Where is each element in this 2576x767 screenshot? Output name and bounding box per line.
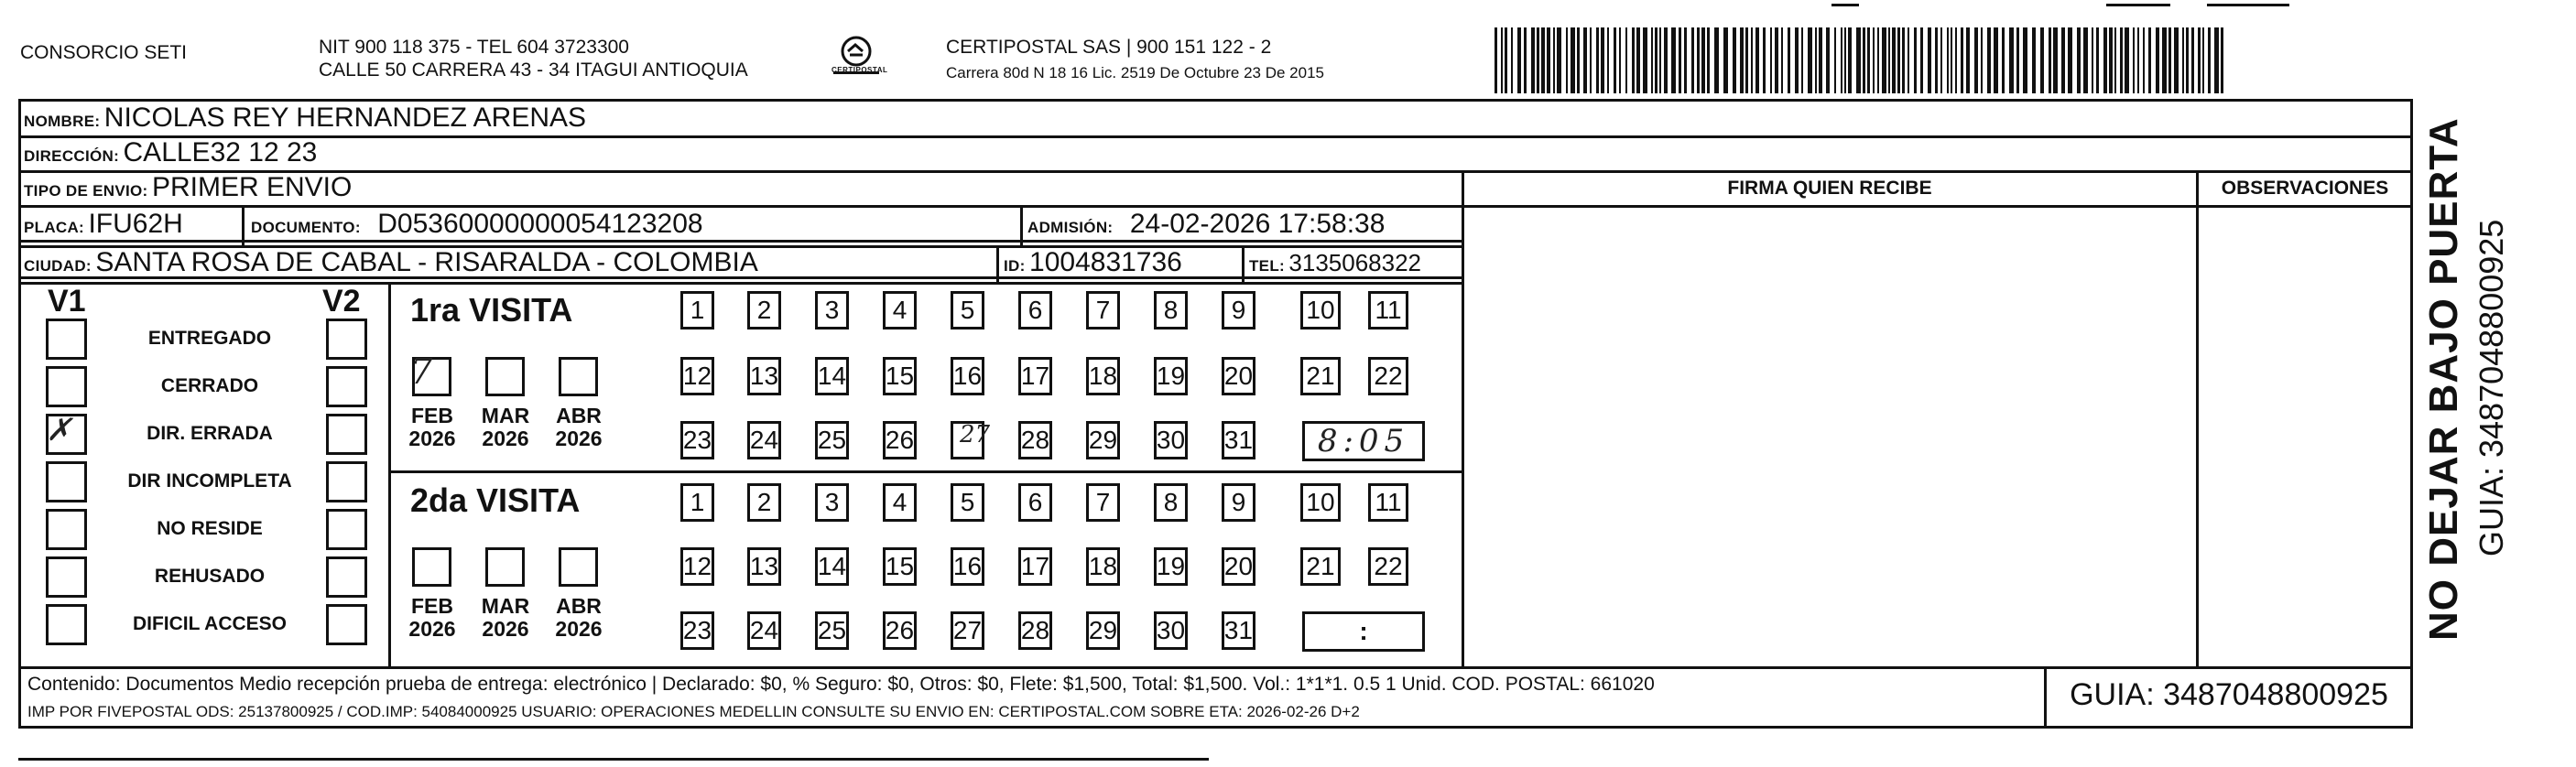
barcode-bar bbox=[1632, 27, 1635, 93]
tipo-value: PRIMER ENVIO bbox=[151, 172, 353, 202]
v2-checkbox[interactable] bbox=[326, 461, 367, 502]
v2-checkbox[interactable] bbox=[326, 509, 367, 550]
nombre-value: NICOLAS REY HERNANDEZ ARENAS bbox=[103, 103, 587, 133]
month-year: 2026 bbox=[482, 427, 529, 451]
barcode-bar bbox=[1856, 27, 1861, 93]
barcode-bar bbox=[1684, 27, 1687, 93]
barcode-bar bbox=[1951, 27, 1952, 93]
rule bbox=[2044, 666, 2047, 729]
address-line: CALLE 50 CARRERA 43 - 34 ITAGUI ANTIOQUIA bbox=[319, 59, 748, 81]
barcode-bar bbox=[1531, 27, 1535, 93]
barcode-bar bbox=[2125, 27, 2129, 93]
certipostal-logo-icon bbox=[830, 33, 883, 84]
barcode-bar bbox=[1511, 27, 1513, 93]
barcode-bar bbox=[1583, 27, 1587, 93]
barcode-bar bbox=[1892, 27, 1896, 93]
first-visit-title: 1ra VISITA bbox=[410, 291, 573, 329]
barcode-bar bbox=[2109, 27, 2113, 93]
first-visit-day[interactable]: 17 bbox=[1018, 357, 1052, 395]
first-visit-day[interactable]: 12 bbox=[680, 357, 714, 395]
rule bbox=[388, 282, 391, 666]
barcode-bar bbox=[2162, 27, 2167, 93]
v2-checkbox[interactable] bbox=[326, 604, 367, 645]
barcode-bar bbox=[2092, 27, 2093, 93]
v1-checkbox[interactable] bbox=[46, 604, 87, 645]
company-name: CONSORCIO SETI bbox=[20, 42, 188, 63]
nombre-label: NOMBRE: bbox=[24, 113, 101, 130]
second-visit-day[interactable]: 20 bbox=[1222, 547, 1255, 586]
barcode-bar bbox=[2049, 27, 2051, 93]
admision-value: 24-02-2026 17:58:38 bbox=[1129, 209, 1386, 239]
barcode-bar bbox=[1679, 27, 1681, 93]
second-visit-day[interactable]: 30 bbox=[1154, 611, 1188, 650]
barcode-bar bbox=[1808, 27, 1812, 93]
barcode-bar bbox=[1577, 27, 1580, 93]
barcode-bar bbox=[2168, 27, 2171, 93]
barcode-bar bbox=[1723, 27, 1728, 93]
barcode-bar bbox=[2016, 27, 2019, 93]
status-option-label: NO RESIDE bbox=[157, 518, 263, 539]
barcode-bar bbox=[2214, 27, 2219, 93]
first-visit-day[interactable]: 11 bbox=[1368, 291, 1408, 329]
barcode-bar bbox=[1601, 27, 1604, 93]
month-label bbox=[473, 595, 538, 642]
first-visit-month-checkbox[interactable] bbox=[559, 357, 598, 396]
month-year: 2026 bbox=[408, 427, 456, 451]
barcode-bar bbox=[2202, 27, 2204, 93]
month-name: MAR bbox=[481, 594, 530, 618]
first-visit-day[interactable]: 2 bbox=[747, 291, 781, 329]
firma-header: FIRMA QUIEN RECIBE bbox=[1727, 178, 1932, 199]
barcode-bar bbox=[1882, 27, 1886, 93]
v2-checkbox[interactable] bbox=[326, 556, 367, 598]
second-visit-day[interactable]: 23 bbox=[680, 611, 714, 650]
logo-text: CERTIPOSTAL bbox=[831, 66, 888, 74]
barcode-bar bbox=[2186, 27, 2189, 93]
first-visit-day[interactable]: 9 bbox=[1222, 291, 1255, 329]
second-visit-day[interactable]: 3 bbox=[815, 483, 849, 522]
barcode-bar bbox=[1781, 27, 1783, 93]
barcode-bar bbox=[1863, 27, 1865, 93]
first-visit-day[interactable]: 4 bbox=[883, 291, 917, 329]
barcode-bar bbox=[1659, 27, 1661, 93]
id-value: 1004831736 bbox=[1029, 247, 1182, 277]
second-visit-day[interactable]: 14 bbox=[815, 547, 849, 586]
barcode-bar bbox=[1651, 27, 1653, 93]
barcode-bar bbox=[2083, 27, 2088, 93]
v2-checkbox[interactable] bbox=[326, 414, 367, 455]
certipostal-line: CERTIPOSTAL SAS | 900 151 122 - 2 bbox=[946, 37, 1272, 58]
barcode-bar bbox=[1908, 27, 1909, 93]
barcode-bar bbox=[2040, 27, 2044, 93]
status-option-label: DIR. ERRADA bbox=[147, 423, 273, 444]
barcode-bar bbox=[1697, 27, 1700, 93]
status-option-label: REHUSADO bbox=[154, 566, 266, 587]
second-visit-day[interactable]: 11 bbox=[1368, 483, 1408, 522]
second-visit-day[interactable]: 2 bbox=[747, 483, 781, 522]
v1-checkbox[interactable] bbox=[46, 461, 87, 502]
license-line: Carrera 80d N 18 16 Lic. 2519 De Octubre 23 De 2015 bbox=[946, 64, 1324, 81]
v2-header: V2 bbox=[322, 284, 361, 319]
barcode-bar bbox=[1877, 27, 1879, 93]
barcode-bar bbox=[1897, 27, 1900, 93]
rule bbox=[18, 170, 2413, 173]
first-visit-day[interactable]: 19 bbox=[1154, 357, 1188, 395]
second-visit-month-checkbox[interactable] bbox=[559, 547, 598, 587]
month-year: 2026 bbox=[482, 617, 529, 642]
barcode-bar bbox=[1557, 27, 1561, 93]
edge-mark bbox=[2106, 4, 2170, 6]
first-visit-day[interactable]: 25 bbox=[815, 421, 849, 459]
status-option-label: DIFICIL ACCESO bbox=[132, 613, 287, 634]
second-visit-day[interactable]: 26 bbox=[883, 611, 917, 650]
second-visit-day[interactable]: 1 bbox=[680, 483, 714, 522]
month-year: 2026 bbox=[555, 427, 603, 451]
observaciones-header: OBSERVACIONES bbox=[2221, 178, 2389, 199]
first-visit-day[interactable]: 28 bbox=[1018, 421, 1052, 459]
v2-checkbox[interactable] bbox=[326, 319, 367, 360]
month-label bbox=[473, 405, 538, 451]
barcode-bar bbox=[2032, 27, 2036, 93]
documento-label: DOCUMENTO: bbox=[251, 219, 361, 236]
barcode-bar bbox=[1940, 27, 1942, 93]
barcode-bar bbox=[1596, 27, 1599, 93]
barcode-bar bbox=[1902, 27, 1905, 93]
v2-checkbox[interactable] bbox=[326, 366, 367, 407]
barcode-bar bbox=[2114, 27, 2116, 93]
second-visit-day[interactable]: 29 bbox=[1086, 611, 1120, 650]
v1-header: V1 bbox=[48, 284, 86, 319]
second-visit-day[interactable]: 31 bbox=[1222, 611, 1255, 650]
v1-mark-dir-errada: ✗ bbox=[46, 412, 72, 448]
barcode-bar bbox=[1643, 27, 1647, 93]
barcode-bar bbox=[2191, 27, 2194, 93]
second-visit-time-box[interactable]: : bbox=[1302, 611, 1425, 652]
barcode-bar bbox=[2096, 27, 2099, 93]
second-visit-month-checkbox[interactable] bbox=[485, 547, 525, 587]
ciudad-label: CIUDAD: bbox=[24, 257, 92, 275]
imp-text: IMP POR FIVEPOSTAL ODS: 25137800925 / COD.IMP: 54084000925 USUARIO: OPERACIONES MEDELLIN CONSULTE SU ENVIO EN: CERTIPOSTAL.COM SOBRE ETA: 2026-02-26 D+2 bbox=[27, 703, 1360, 720]
second-visit-day[interactable]: 12 bbox=[680, 547, 714, 586]
firma-area[interactable] bbox=[1465, 209, 2194, 664]
barcode-bar bbox=[1751, 27, 1753, 93]
documento-cell bbox=[251, 209, 703, 240]
first-visit-day[interactable]: 10 bbox=[1300, 291, 1341, 329]
rule bbox=[2410, 99, 2413, 729]
nit-line: NIT 900 118 375 - TEL 604 3723300 bbox=[319, 37, 629, 58]
month-name: MAR bbox=[481, 404, 530, 427]
first-visit-month-checkbox[interactable] bbox=[485, 357, 525, 396]
rule bbox=[18, 240, 1463, 243]
tipo-label: TIPO DE ENVIO: bbox=[24, 182, 148, 200]
admision-cell bbox=[1027, 209, 1385, 240]
barcode-bar bbox=[1841, 27, 1842, 93]
barcode-bar bbox=[1553, 27, 1555, 93]
barcode-bar bbox=[2156, 27, 2159, 93]
barcode-image bbox=[1495, 27, 2227, 93]
admision-label: ADMISIÓN: bbox=[1027, 219, 1114, 236]
barcode-bar bbox=[1801, 27, 1803, 93]
month-mark-feb: 7 bbox=[410, 351, 433, 392]
second-visit-day[interactable]: 24 bbox=[747, 611, 781, 650]
barcode-bar bbox=[1636, 27, 1640, 93]
barcode-bar bbox=[1867, 27, 1870, 93]
first-visit-day[interactable]: 5 bbox=[951, 291, 984, 329]
barcode-bar bbox=[1625, 27, 1627, 93]
first-visit-day[interactable]: 16 bbox=[951, 357, 984, 395]
first-visit-day[interactable]: 26 bbox=[883, 421, 917, 459]
tel-value: 3135068322 bbox=[1288, 249, 1422, 276]
second-visit-day[interactable]: 25 bbox=[815, 611, 849, 650]
first-visit-day[interactable]: 24 bbox=[747, 421, 781, 459]
second-visit-day[interactable]: 27 bbox=[951, 611, 984, 650]
month-year: 2026 bbox=[408, 617, 456, 642]
barcode-bar bbox=[1961, 27, 1963, 93]
placa-cell bbox=[24, 209, 183, 240]
second-visit-day[interactable]: 5 bbox=[951, 483, 984, 522]
first-visit-day[interactable]: 14 bbox=[815, 357, 849, 395]
first-visit-day[interactable]: 8 bbox=[1154, 291, 1188, 329]
barcode-bar bbox=[2009, 27, 2014, 93]
direccion-value: CALLE32 12 23 bbox=[123, 137, 318, 167]
second-visit-day[interactable]: 8 bbox=[1154, 483, 1188, 522]
first-visit-time: 8:05 bbox=[1317, 423, 1410, 459]
first-visit-day[interactable]: 31 bbox=[1222, 421, 1255, 459]
barcode-bar bbox=[2103, 27, 2107, 93]
barcode-bar bbox=[1966, 27, 1970, 93]
day-mark-27: 27 bbox=[960, 421, 991, 448]
id-cell bbox=[1004, 247, 1182, 278]
second-visit-month-checkbox[interactable] bbox=[412, 547, 451, 587]
edge-mark bbox=[18, 758, 1209, 761]
barcode-bar bbox=[1541, 27, 1545, 93]
barcode-bar bbox=[1920, 27, 1923, 93]
barcode-bar bbox=[1987, 27, 1991, 93]
second-visit-day[interactable]: 18 bbox=[1086, 547, 1120, 586]
barcode-bar bbox=[2148, 27, 2151, 93]
rule bbox=[242, 205, 245, 245]
rule bbox=[1020, 205, 1023, 245]
ciudad-value: SANTA ROSA DE CABAL - RISARALDA - COLOMBIA bbox=[95, 247, 758, 277]
rule bbox=[1462, 170, 1464, 666]
second-visit-day[interactable]: 15 bbox=[883, 547, 917, 586]
month-name: ABR bbox=[556, 404, 602, 427]
edge-mark bbox=[2207, 4, 2289, 6]
barcode-bar bbox=[1537, 27, 1539, 93]
barcode-bar bbox=[1815, 27, 1817, 93]
barcode-bar bbox=[1691, 27, 1694, 93]
barcode-bar bbox=[2077, 27, 2081, 93]
barcode-bar bbox=[1819, 27, 1822, 93]
status-option-label: ENTREGADO bbox=[147, 328, 272, 349]
barcode-bar bbox=[1590, 27, 1592, 93]
footer-guia: GUIA: 3487048800925 bbox=[2070, 677, 2388, 712]
first-visit-day[interactable]: 3 bbox=[815, 291, 849, 329]
barcode-bar bbox=[1495, 27, 1497, 93]
barcode-bar bbox=[2120, 27, 2123, 93]
second-visit-title: 2da VISITA bbox=[410, 481, 581, 519]
barcode-bar bbox=[1826, 27, 1830, 93]
v1-checkbox[interactable] bbox=[46, 319, 87, 360]
edge-mark bbox=[1831, 4, 1859, 6]
month-name: FEB bbox=[411, 594, 453, 618]
v1-checkbox[interactable] bbox=[46, 509, 87, 550]
rule bbox=[18, 666, 2413, 669]
barcode-bar bbox=[2061, 27, 2065, 93]
barcode-bar bbox=[1888, 27, 1890, 93]
barcode-bar bbox=[1928, 27, 1931, 93]
ciudad-cell bbox=[24, 247, 758, 278]
barcode-bar bbox=[1614, 27, 1616, 93]
barcode-bar bbox=[1848, 27, 1852, 93]
barcode-bar bbox=[1701, 27, 1705, 93]
second-visit-day[interactable]: 19 bbox=[1154, 547, 1188, 586]
placa-value: IFU62H bbox=[88, 209, 183, 239]
barcode-bar bbox=[1517, 27, 1521, 93]
barcode-bar bbox=[1755, 27, 1759, 93]
contenido-text: Contenido: Documentos Medio recepción prueba de entrega: electrónico | Declarado: $0, % Seguro: $0, Otros: $0, Flete: $1,500, Total: $1,500. Vol.: 1*1*1. 0.5 1 Unid. COD. POSTAL: 661020 bbox=[27, 674, 1655, 695]
barcode-bar bbox=[1788, 27, 1790, 93]
month-label bbox=[547, 405, 611, 451]
barcode-bar bbox=[2221, 27, 2223, 93]
rule bbox=[1463, 205, 2413, 208]
no-dejar-warning: NO DEJAR BAJO PUERTA bbox=[2421, 117, 2466, 641]
placa-label: PLACA: bbox=[24, 219, 85, 236]
second-visit-day[interactable]: 17 bbox=[1018, 547, 1052, 586]
barcode-bar bbox=[2002, 27, 2005, 93]
barcode-bar bbox=[1795, 27, 1799, 93]
second-visit-day[interactable]: 7 bbox=[1086, 483, 1120, 522]
first-visit-day[interactable]: 22 bbox=[1368, 357, 1408, 395]
v1-checkbox[interactable] bbox=[46, 556, 87, 598]
observaciones-area[interactable] bbox=[2200, 209, 2408, 664]
first-visit-day[interactable]: 1 bbox=[680, 291, 714, 329]
barcode-bar bbox=[2198, 27, 2201, 93]
status-option-label: DIR INCOMPLETA bbox=[127, 470, 292, 492]
rule bbox=[1242, 245, 1245, 282]
first-visit-day[interactable]: 21 bbox=[1300, 357, 1341, 395]
barcode-bar bbox=[1501, 27, 1503, 93]
first-visit-day[interactable]: 20 bbox=[1222, 357, 1255, 395]
barcode-bar bbox=[1844, 27, 1846, 93]
second-visit-day[interactable]: 10 bbox=[1300, 483, 1341, 522]
barcode-bar bbox=[2137, 27, 2139, 93]
second-visit-day[interactable]: 6 bbox=[1018, 483, 1052, 522]
barcode-bar bbox=[1524, 27, 1527, 93]
barcode-bar bbox=[2068, 27, 2072, 93]
second-visit-day[interactable]: 4 bbox=[883, 483, 917, 522]
barcode-bar bbox=[1935, 27, 1938, 93]
barcode-bar bbox=[2023, 27, 2027, 93]
month-label bbox=[400, 405, 464, 451]
barcode-bar bbox=[1547, 27, 1550, 93]
month-year: 2026 bbox=[555, 617, 603, 642]
rule bbox=[18, 135, 2413, 138]
barcode-bar bbox=[1775, 27, 1778, 93]
month-name: ABR bbox=[556, 594, 602, 618]
barcode-bar bbox=[1733, 27, 1736, 93]
first-visit-day[interactable]: 29 bbox=[1086, 421, 1120, 459]
barcode-bar bbox=[1873, 27, 1875, 93]
second-visit-day[interactable]: 9 bbox=[1222, 483, 1255, 522]
month-label bbox=[547, 595, 611, 642]
barcode-bar bbox=[1619, 27, 1621, 93]
certipostal-logo bbox=[830, 33, 888, 84]
barcode-bar bbox=[1745, 27, 1748, 93]
second-visit-day[interactable]: 21 bbox=[1300, 547, 1341, 586]
first-visit-day[interactable]: 15 bbox=[883, 357, 917, 395]
barcode-bar bbox=[1707, 27, 1710, 93]
second-visit-day[interactable]: 13 bbox=[747, 547, 781, 586]
barcode-bar bbox=[1834, 27, 1836, 93]
first-visit-time-box[interactable] bbox=[1302, 421, 1425, 461]
second-visit-day[interactable]: 16 bbox=[951, 547, 984, 586]
barcode-bar bbox=[2133, 27, 2135, 93]
barcode-bar bbox=[2143, 27, 2145, 93]
barcode-bar bbox=[1714, 27, 1719, 93]
tipo-row bbox=[24, 172, 352, 203]
second-visit-day[interactable]: 22 bbox=[1368, 547, 1408, 586]
barcode-bar bbox=[2182, 27, 2184, 93]
barcode-bar bbox=[1770, 27, 1772, 93]
barcode-bar bbox=[1914, 27, 1917, 93]
rule bbox=[2196, 170, 2199, 666]
status-option-label: CERRADO bbox=[160, 375, 259, 396]
barcode-bar bbox=[1740, 27, 1744, 93]
first-visit-day[interactable]: 6 bbox=[1018, 291, 1052, 329]
month-label bbox=[400, 595, 464, 642]
documento-value: D05360000000054123208 bbox=[377, 209, 703, 239]
barcode-bar bbox=[2053, 27, 2058, 93]
barcode-bar bbox=[1566, 27, 1568, 93]
barcode-bar bbox=[1671, 27, 1676, 93]
barcode-bar bbox=[2208, 27, 2211, 93]
barcode-bar bbox=[1607, 27, 1609, 93]
direccion-label: DIRECCIÓN: bbox=[24, 147, 120, 165]
barcode-bar bbox=[1974, 27, 1978, 93]
barcode-bar bbox=[1664, 27, 1668, 93]
v1-checkbox[interactable] bbox=[46, 366, 87, 407]
barcode-bar bbox=[1994, 27, 1998, 93]
first-visit-day[interactable]: 7 bbox=[1086, 291, 1120, 329]
rule bbox=[18, 282, 1463, 285]
second-visit-day[interactable]: 28 bbox=[1018, 611, 1052, 650]
first-visit-day[interactable]: 13 bbox=[747, 357, 781, 395]
side-guia: GUIA: 3487048800925 bbox=[2473, 219, 2510, 556]
month-name: FEB bbox=[411, 404, 453, 427]
rule bbox=[388, 470, 1462, 473]
nombre-row bbox=[24, 103, 586, 134]
barcode-bar bbox=[1955, 27, 1957, 93]
barcode-bar bbox=[1947, 27, 1949, 93]
first-visit-day[interactable]: 30 bbox=[1154, 421, 1188, 459]
barcode-bar bbox=[1571, 27, 1575, 93]
first-visit-day[interactable]: 23 bbox=[680, 421, 714, 459]
barcode-bar bbox=[1655, 27, 1658, 93]
first-visit-day[interactable]: 18 bbox=[1086, 357, 1120, 395]
tel-label: TEL: bbox=[1249, 257, 1285, 275]
tel-cell bbox=[1249, 249, 1421, 277]
barcode-bar bbox=[1981, 27, 1983, 93]
barcode-bar bbox=[1505, 27, 1507, 93]
id-label: ID: bbox=[1004, 257, 1026, 275]
barcode-bar bbox=[2174, 27, 2179, 93]
direccion-row bbox=[24, 137, 317, 168]
rule bbox=[996, 245, 999, 282]
barcode-bar bbox=[1763, 27, 1766, 93]
